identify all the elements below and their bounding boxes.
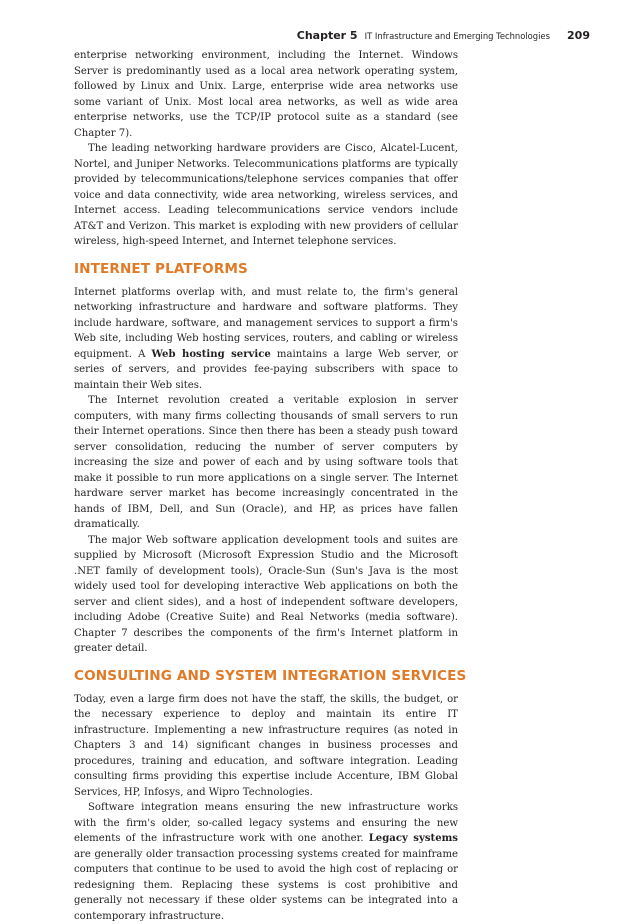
paragraph-text: are generally older transaction processing systems created for mainframe computers that continue to be used to avoid the high cost of replacing or redesigning them. Replacing these systems is cost prohibitive and generally not necessary if these older systems can be integrated into a contemporary infrastructure. bbox=[74, 848, 458, 922]
key-term-legacy-systems: Legacy systems bbox=[368, 833, 458, 844]
paragraph: Today, even a large firm does not have the staff, the skills, the budget, or the necessary experience to deploy and maintain its entire IT infrastructure. Implementing a new infrastructure requires (as noted in Chapters 3 and 14) significant changes in business processes and procedures, training and education, and software integration. Leading consulting firms providing this expertise include Accenture, IBM Global Services, HP, Infosys, and Wipro Technologies. bbox=[74, 693, 458, 798]
key-term-web-hosting-service: Web hosting service bbox=[151, 348, 271, 360]
section-heading-consulting: CONSULTING AND SYSTEM INTEGRATION SERVICES bbox=[74, 667, 467, 684]
running-header bbox=[40, 24, 590, 43]
paragraph: enterprise networking environment, including the Internet. Windows Server is predominantly used as a local area network operating system, followed by Linux and Unix. Large, enterprise wide area networks use some variant of Unix. Most local area networks, as well as wide area enterprise networks, use the TCP/IP protocol suite as a standard (see Chapter 7). bbox=[74, 50, 458, 139]
paragraph: The Internet revolution created a veritable explosion in server computers, with many firms collecting thousands of small servers to run their Internet operations. Since then there has been a steady push toward server consolidation, reducing the number of server computers by increasing the size and power of each and by using software tools that make it possible to run more applications on a single server. The Internet hardware server market has become increasingly concentrated in the hands of IBM, Dell, and Sun (Oracle), and HP, as prices have fallen dramatically. bbox=[74, 395, 458, 530]
paragraph: The major Web software application development tools and suites are supplied by Microsoft (Microsoft Expression Studio and the Microsoft .NET family of development tools), Oracle-Sun (Sun's Java is the most widely used tool for developing interactive Web applications on both the server and client sides), and a host of independent software developers, including Adobe (Creative Suite) and Real Networks (media software). Chapter 7 describes the components of the firm's Internet platform in greater detail. bbox=[74, 534, 458, 654]
chapter-number: Chapter 5 bbox=[296, 29, 358, 42]
page-number: 209 bbox=[567, 29, 590, 42]
paragraph: The leading networking hardware providers are Cisco, Alcatel-Lucent, Nortel, and Juniper Networks. Telecommunications platforms are typically provided by telecommunications/telephone services companies that offer voice and data connectivity, wide area networking, wireless services, and Internet access. Leading telecommunications service vendors include AT&T and Verizon. This market is exploding with new providers of cellular wireless, high-speed Internet, and Internet telephone services. bbox=[74, 143, 458, 247]
paragraph bbox=[74, 800, 458, 924]
paragraph bbox=[74, 285, 458, 394]
chapter-title: IT Infrastructure and Emerging Technologies bbox=[364, 31, 550, 41]
paragraph-text: Software integration means ensuring the new infrastructure works with the firm's older, so-called legacy systems and ensuring the new elements of the infrastructure work with one another. bbox=[74, 802, 458, 844]
section-heading-internet-platforms: INTERNET PLATFORMS bbox=[74, 260, 248, 277]
page-body bbox=[74, 48, 467, 924]
paragraph-text: maintains a large Web server, or series of servers, and provides fee-paying subscribers with space to maintain their Web sites. bbox=[74, 348, 458, 391]
paragraph-text: Internet platforms overlap with, and must relate to, the firm's general networking infrastructure and hardware and software platforms. They include hardware, software, and management services to support a firm's Web site, including Web hosting services, routers, and cabling or wireless equipment. A bbox=[74, 286, 458, 360]
